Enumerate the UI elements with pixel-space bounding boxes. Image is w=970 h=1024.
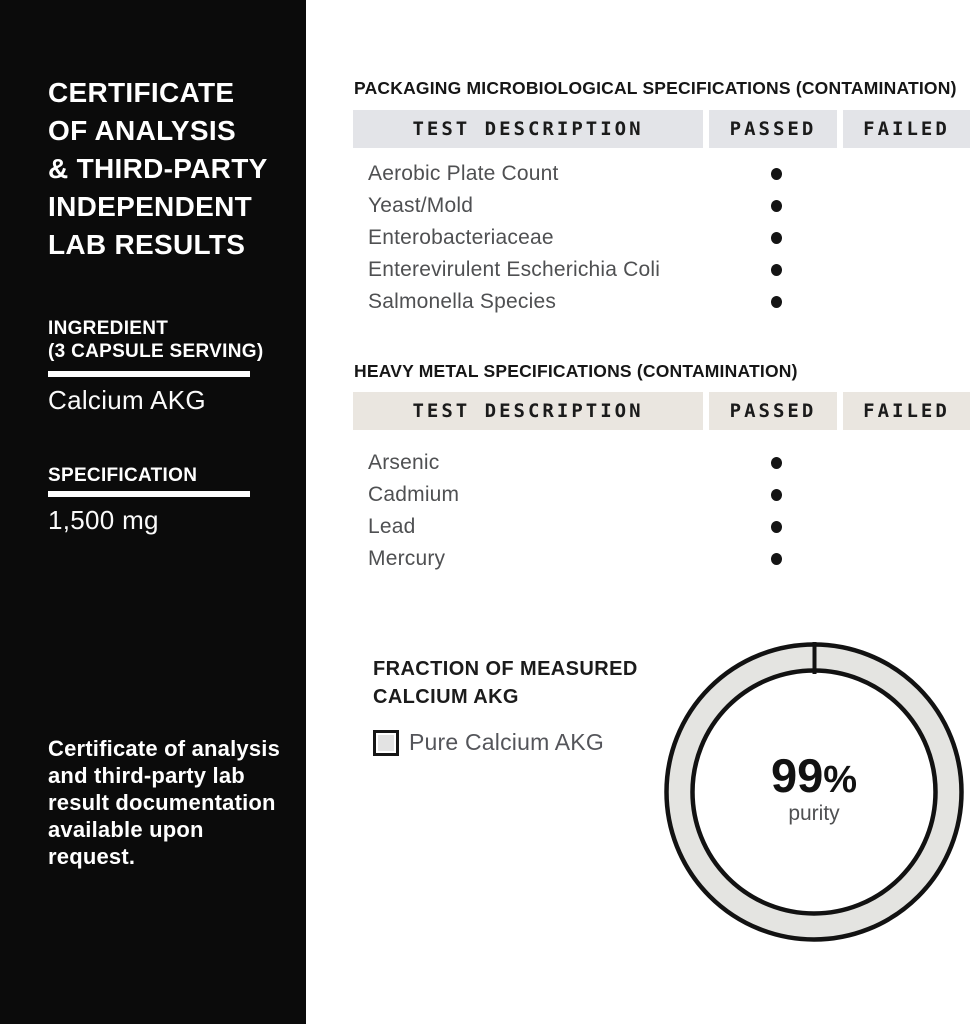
test-description-cell: Enterobacteriaceae [368,226,554,249]
test-description-cell: Lead [368,515,416,538]
text-line: and third-party lab [48,763,245,788]
test-description-cell: Arsenic [368,451,440,474]
divider-rule [48,491,250,497]
column-header-test-description: TEST DESCRIPTION [353,392,703,430]
passed-dot-icon [771,264,782,276]
table-row [353,190,970,222]
text-line: request. [48,844,136,869]
passed-dot-icon [771,232,782,244]
percent-sign: % [823,759,858,801]
divider-rule [48,371,250,377]
text-line: INGREDIENT [48,318,169,339]
sidebar [0,0,306,1024]
table-row [353,222,970,254]
column-header-passed: PASSED [709,110,837,148]
passed-dot-icon [771,200,782,212]
passed-cell [709,457,843,469]
table-header-row [353,392,970,430]
column-header-passed: PASSED [709,392,837,430]
table-row [353,158,970,190]
donut-chart-svg [654,632,970,952]
table-header-row [353,110,970,148]
table-body [353,158,970,318]
text-line: available upon [48,817,204,842]
section-heading-packaging-microbiological: PACKAGING MICROBIOLOGICAL SPECIFICATIONS (CONTAMINATION) [354,78,957,98]
passed-cell [709,264,843,276]
fraction-of-measured-label [373,655,638,711]
test-description-cell: Enterevirulent Escherichia Coli [368,258,661,281]
test-description-cell: Salmonella Species [368,290,557,313]
text-line: result documentation [48,790,276,815]
ingredient-value: Calcium AKG [48,385,206,415]
passed-cell [709,232,843,244]
passed-cell [709,553,843,565]
text-line: & THIRD-PARTY [48,153,268,184]
passed-dot-icon [771,489,782,501]
specification-value: 1,500 mg [48,505,159,535]
purity-number: 99 [770,749,824,802]
column-header-failed: FAILED [843,392,970,430]
passed-cell [709,200,843,212]
heavy-metal-table [353,392,970,575]
section-heading-heavy-metal: HEAVY METAL SPECIFICATIONS (CONTAMINATION) [354,361,798,381]
table-row [353,479,970,511]
text-line: CALCIUM AKG [373,686,519,708]
passed-dot-icon [771,457,782,469]
table-row [353,286,970,318]
text-line: FRACTION OF MEASURED [373,658,638,680]
table-row [353,254,970,286]
purity-caption: purity [788,802,840,825]
text-line: OF ANALYSIS [48,115,236,146]
page-title [48,74,294,264]
legend-label: Pure Calcium AKG [409,729,604,755]
legend-swatch-icon [373,730,399,756]
passed-dot-icon [771,553,782,565]
table-row [353,511,970,543]
table-row [353,447,970,479]
purity-donut-chart [654,632,970,952]
specification-label: SPECIFICATION [48,465,198,486]
passed-cell [709,168,843,180]
chart-legend [373,729,604,756]
text-line: CERTIFICATE [48,77,235,108]
text-line: LAB RESULTS [48,229,246,260]
passed-cell [709,489,843,501]
passed-dot-icon [771,168,782,180]
passed-dot-icon [771,296,782,308]
passed-cell [709,296,843,308]
table-body [353,447,970,575]
table-row [353,543,970,575]
passed-cell [709,521,843,533]
footnote-text [48,735,298,870]
packaging-microbiological-table [353,110,970,318]
test-description-cell: Aerobic Plate Count [368,162,559,185]
test-description-cell: Mercury [368,547,446,570]
ingredient-label [48,317,263,363]
test-description-cell: Yeast/Mold [368,194,474,217]
passed-dot-icon [771,521,782,533]
test-description-cell: Cadmium [368,483,460,506]
column-header-test-description: TEST DESCRIPTION [353,110,703,148]
text-line: Certificate of analysis [48,736,281,761]
text-line: (3 CAPSULE SERVING) [48,341,264,362]
column-header-failed: FAILED [843,110,970,148]
text-line: INDEPENDENT [48,191,252,222]
